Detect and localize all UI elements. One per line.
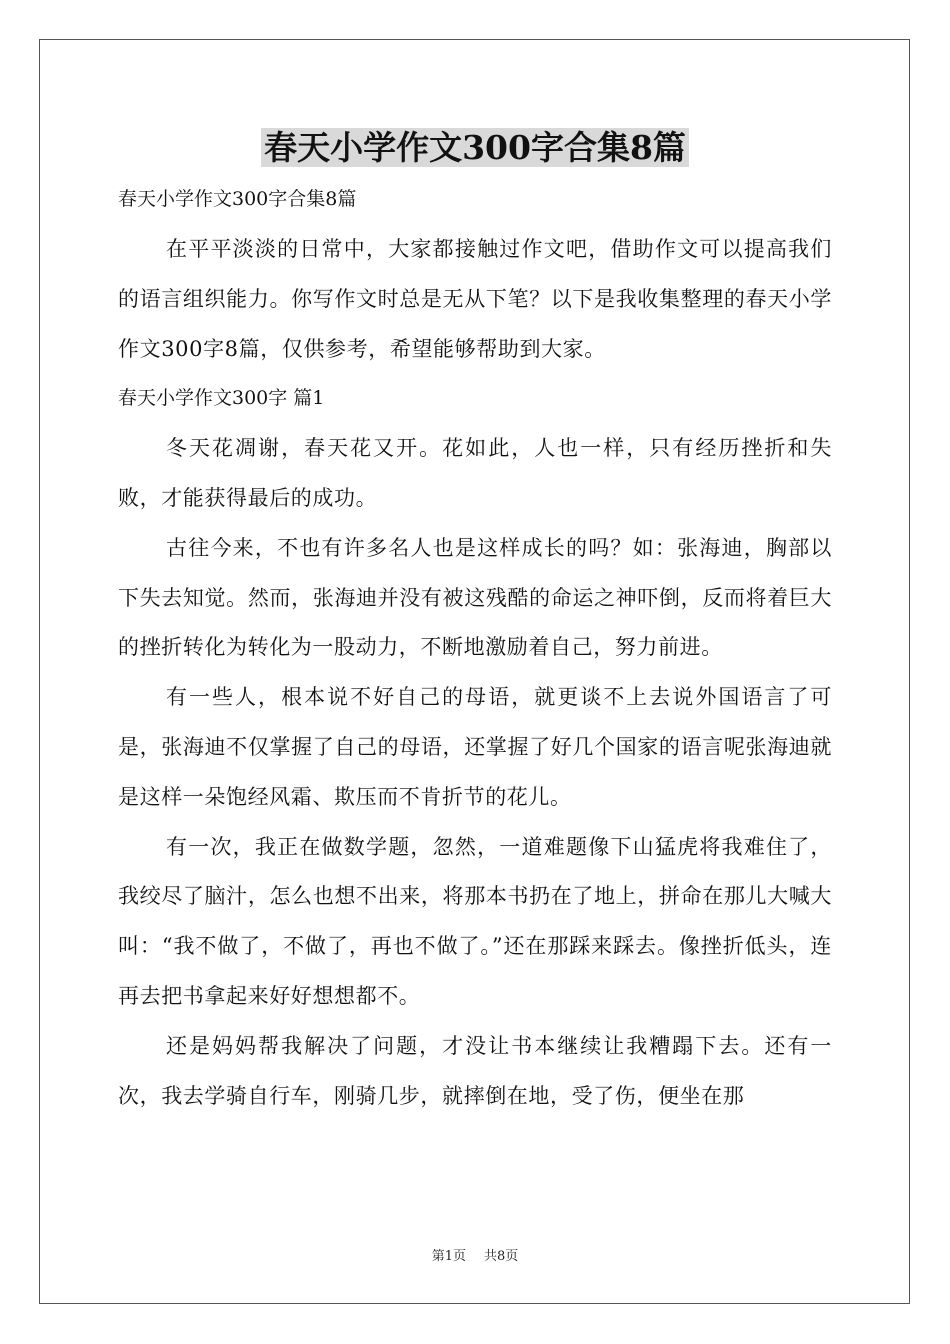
- document-title: [0, 126, 950, 170]
- body-paragraph: 冬天花凋谢，春天花又开。花如此，人也一样，只有经历挫折和失败，才能获得最后的成功。: [118, 436, 832, 510]
- body-paragraph: 有一次，我正在做数学题，忽然，一道难题像下山猛虎将我难住了，我绞尽了脑汁，怎么也想不出来，将那本书扔在了地上，拼命在那儿大喊大叫：“我不做了，不做了，再也不做了。”还在那踩来踩去。像挫折低头，连再去把书拿起来好好想想都不。: [118, 834, 832, 1008]
- body-paragraph: 还是妈妈帮我解决了问题，才没让书本继续让我糟蹋下去。还有一次，我去学骑自行车，刚骑几步，就摔倒在地，受了伤，便坐在那: [118, 1033, 832, 1108]
- page-number: 第1页: [431, 1249, 466, 1264]
- body-paragraph: 古往今来，不也有许多名人也是这样成长的吗？如：张海迪，胸部以下失去知觉。然而，张海迪并没有被这残酷的命运之神吓倒，反而将着巨大的挫折转化为转化为一股动力，不断地激励着自己，努力前进。: [118, 535, 832, 660]
- document-title-text: 春天小学作文300字合集8篇: [261, 128, 689, 167]
- page-footer: [0, 1248, 950, 1266]
- intro-paragraph: 在平平淡淡的日常中，大家都接触过作文吧，借助作文可以提高我们的语言组织能力。你写作文时总是无从下笔？以下是我收集整理的春天小学作文300字8篇，仅供参考，希望能够帮助到大家。: [118, 237, 832, 361]
- section-heading: 春天小学作文300字 篇1: [118, 387, 325, 410]
- document-body: [118, 225, 832, 1121]
- body-paragraph: 有一些人，根本说不好自己的母语，就更谈不上去说外国语言了可是，张海迪不仅掌握了自己的母语，还掌握了好几个国家的语言呢张海迪就是这样一朵饱经风霜、欺压而不肯折节的花儿。: [118, 685, 832, 809]
- page-total: 共8页: [484, 1249, 519, 1264]
- document-subtitle: 春天小学作文300字合集8篇: [118, 188, 357, 210]
